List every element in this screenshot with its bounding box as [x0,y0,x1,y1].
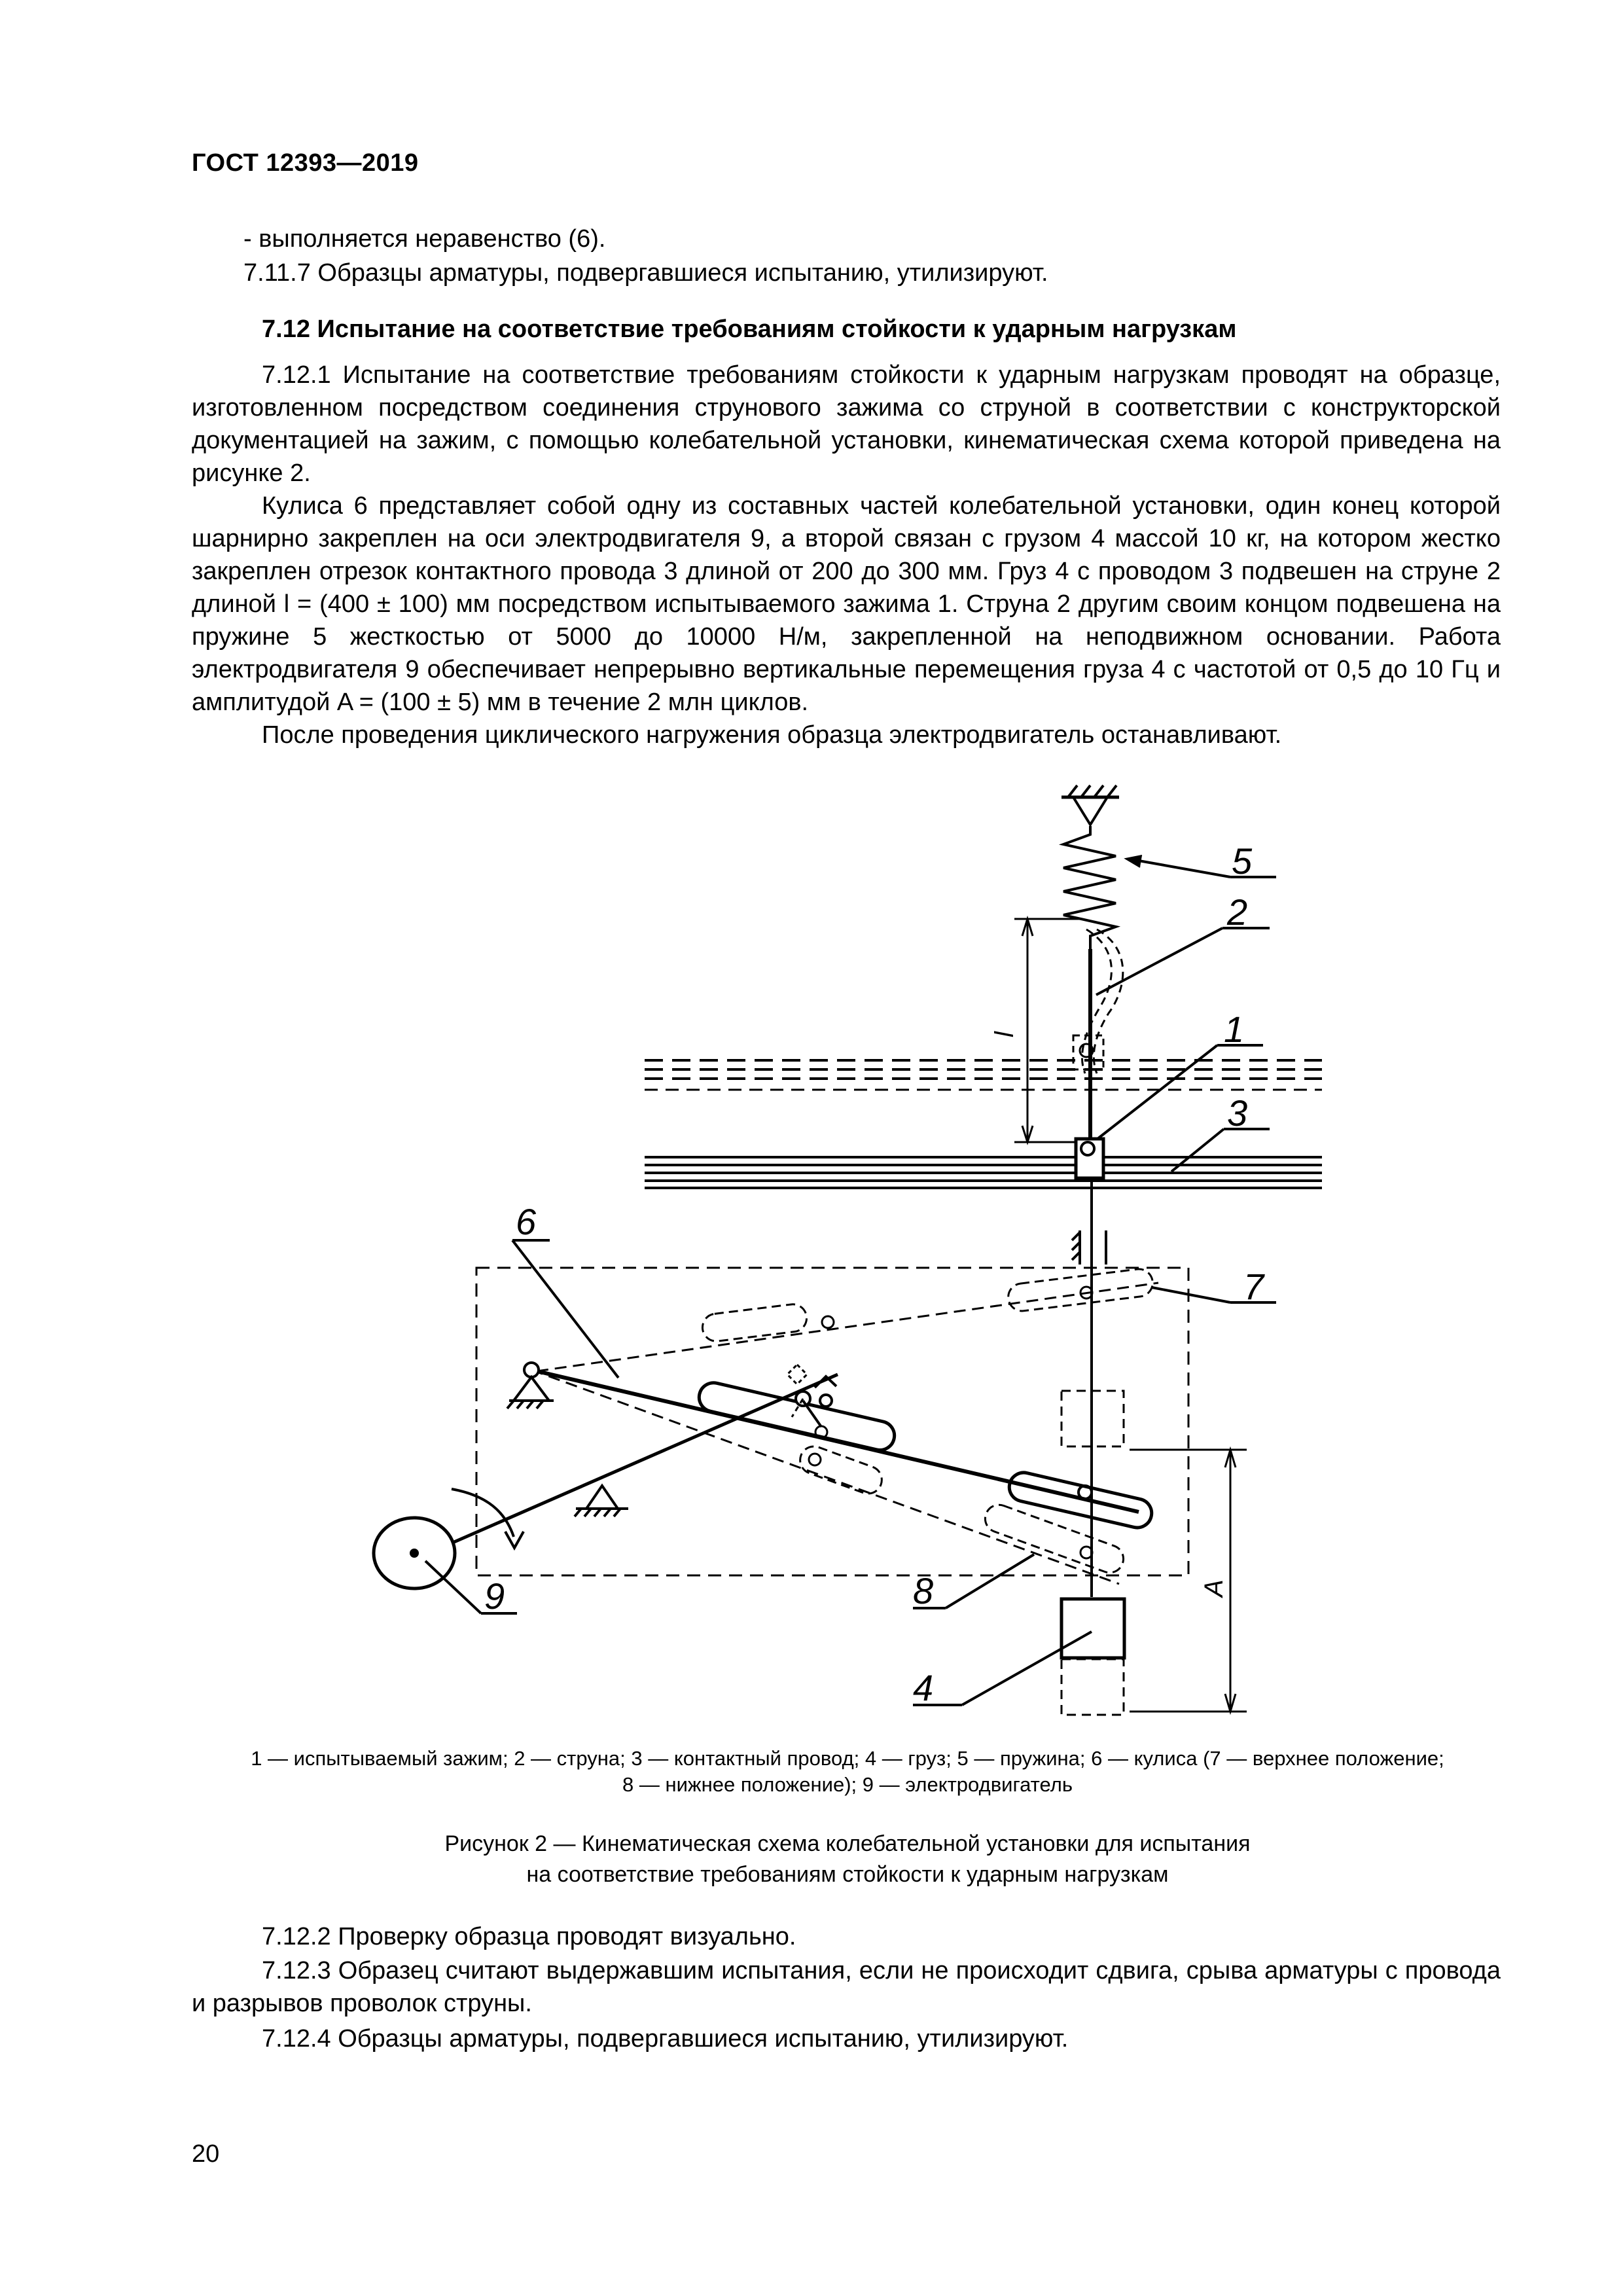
figure-title-line2: на соответствие требованиям стойкости к ударным нагрузкам [526,1862,1169,1887]
paragraph-7-12-4: 7.12.4 Образцы арматуры, подвергавшиеся испытанию, утилизируют. [262,2025,1069,2053]
paragraph-7-12-1: 7.12.1 Испытание на соответствие требованиям стойкости к ударным нагрузкам проводят на образце, изготовленном посредством соединения струнового зажима со струной в соответствии с конструкторской документацией на зажим, с помощью колебательной установки, кинематическая схема которой приведена на рисунке 2. [192,361,1501,487]
paragraph-7-12-3: 7.12.3 Образец считают выдержавшим испытания, если не происходит сдвига, срыва арматуры с провода и разрывов проволок струны. [192,1957,1501,2017]
document-header: ГОСТ 12393—2019 [192,149,419,177]
label-7: 7 [1243,1266,1264,1307]
figure-legend-line2: 8 — нижнее положение); 9 — электродвигатель [622,1773,1073,1796]
section-heading-7-12: 7.12 Испытание на соответствие требованиям стойкости к ударным нагрузкам [262,315,1237,343]
dimension-l-label: l [990,1031,1019,1037]
label-9: 9 [484,1575,505,1617]
label-2: 2 [1227,891,1248,933]
label-1: 1 [1224,1009,1245,1050]
figure-legend-line1: 1 — испытываемый зажим; 2 — струна; 3 — контактный провод; 4 — груз; 5 — пружина; 6 — кулиса (7 — верхнее положение; [251,1747,1444,1770]
paragraph-after: После проведения циклического нагружения образца электродвигатель останавливают. [262,721,1282,749]
label-8: 8 [913,1570,934,1611]
list-line: - выполняется неравенство (6). [243,225,606,253]
label-3: 3 [1227,1092,1248,1134]
figure-title-line1: Рисунок 2 — Кинематическая схема колебательной установки для испытания [444,1831,1251,1856]
label-6: 6 [516,1201,537,1242]
label-5: 5 [1232,840,1253,882]
paragraph-7-11-7: 7.11.7 Образцы арматуры, подвергавшиеся испытанию, утилизируют. [243,259,1048,287]
page-number: 20 [192,2140,220,2168]
paragraph-kulisa: Кулиса 6 представляет собой одну из составных частей колебательной установки, один конец которой шарнирно закреплен на оси электродвигателя 9, а второй связан с грузом 4 массой 10 кг, на котором жестко закреплен отрезок контактного провода 3 длиной от 200 до 300 мм. Груз 4 с проводом 3 подвешен на струне 2 длиной l = (400 ± 100) мм посредством испытываемого зажима 1. Струна 2 другим своим концом подвешена на пружине 5 жесткостью от 5000 до 10000 Н/м, закрепленной на неподвижном основании. Работа электродвигателя 9 обеспечивает непрерывно вертикальные перемещения груза 4 с частотой от 0,5 до 10 Гц и амплитудой A = (100 ± 5) мм в течение 2 млн циклов. [192,492,1501,716]
paragraph-7-12-2: 7.12.2 Проверку образца проводят визуально. [262,1923,796,1950]
label-4: 4 [913,1667,934,1708]
top-fixed-support [1061,785,1119,825]
dimension-A-label: A [1200,1579,1228,1597]
